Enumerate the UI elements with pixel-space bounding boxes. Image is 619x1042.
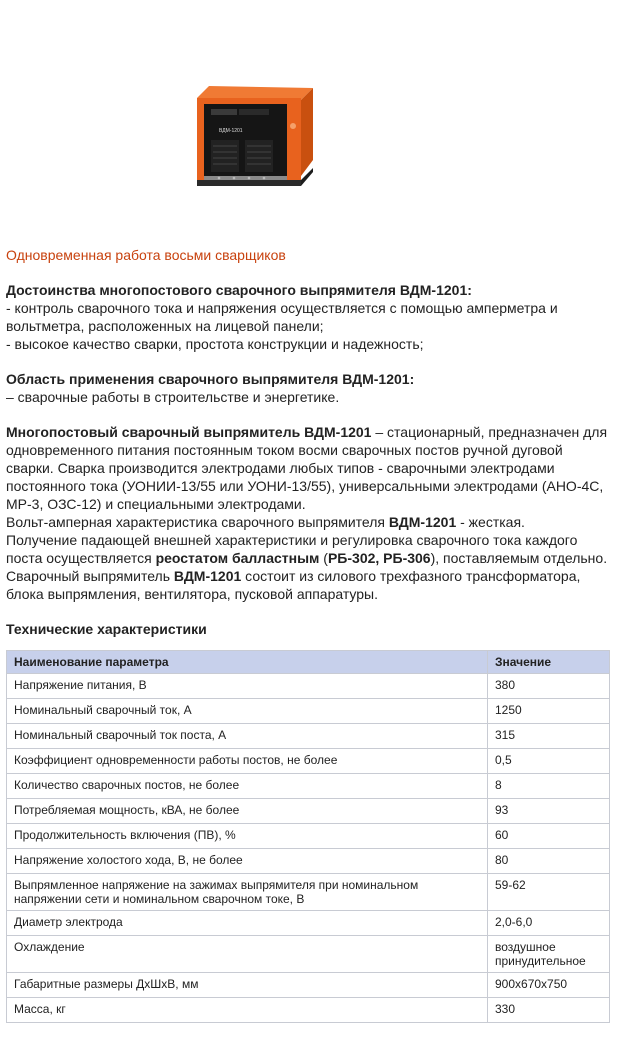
description-text: ), поставляемым отдельно. xyxy=(430,550,608,566)
value-cell: 315 xyxy=(488,724,610,749)
main-content xyxy=(6,246,612,1023)
table-header-row xyxy=(7,651,610,674)
description-text: Вольт-амперная характеристика сварочного выпрямителя xyxy=(6,514,389,530)
table-row xyxy=(7,849,610,874)
advantage-line: - высокое качество сварки, простота конструкции и надежность; xyxy=(6,336,424,352)
table-row xyxy=(7,724,610,749)
parameter-cell: Охлаждение xyxy=(7,936,488,973)
parameter-cell: Выпрямленное напряжение на зажимах выпрямителя при номинальном напряжении сети и номинальном сварочном токе, В xyxy=(7,874,488,911)
description-section xyxy=(6,423,612,603)
table-row xyxy=(7,774,610,799)
tagline: Одновременная работа восьми сварщиков xyxy=(6,247,286,263)
parameter-cell: Продолжительность включения (ПВ), % xyxy=(7,824,488,849)
description-text: - жесткая. xyxy=(456,514,525,530)
value-cell: 8 xyxy=(488,774,610,799)
table-row xyxy=(7,749,610,774)
parameter-cell: Напряжение питания, В xyxy=(7,674,488,699)
table-row xyxy=(7,799,610,824)
value-cell: 80 xyxy=(488,849,610,874)
parameter-cell: Масса, кг xyxy=(7,998,488,1023)
description-paragraph xyxy=(6,513,612,531)
parameter-cell: Диаметр электрода xyxy=(7,911,488,936)
parameter-cell: Количество сварочных постов, не более xyxy=(7,774,488,799)
value-cell: 59-62 xyxy=(488,874,610,911)
description-paragraph xyxy=(6,423,612,513)
specs-table-body xyxy=(7,674,610,1023)
table-row xyxy=(7,973,610,998)
value-cell: 93 xyxy=(488,799,610,824)
table-row xyxy=(7,874,610,911)
advantages-section xyxy=(6,281,612,353)
application-section xyxy=(6,370,612,406)
value-cell: 1250 xyxy=(488,699,610,724)
description-paragraph xyxy=(6,567,612,603)
description-paragraph xyxy=(6,531,612,567)
description-bold: ВДМ-1201 xyxy=(388,514,457,530)
value-cell: 60 xyxy=(488,824,610,849)
header-value: Значение xyxy=(488,651,610,674)
value-cell: воздушное принудительное xyxy=(488,936,610,973)
description-text: Сварочный выпрямитель xyxy=(6,568,174,584)
application-title: Область применения сварочного выпрямителя ВДМ-1201: xyxy=(6,371,415,387)
description-bold: Многопостовый сварочный выпрямитель ВДМ-1201 xyxy=(6,424,372,440)
value-cell: 900x670x750 xyxy=(488,973,610,998)
description-bold: ВДМ-1201 xyxy=(173,568,242,584)
table-row xyxy=(7,824,610,849)
value-cell: 330 xyxy=(488,998,610,1023)
advantages-title: Достоинства многопостового сварочного выпрямителя ВДМ-1201: xyxy=(6,282,472,298)
description-text: ( xyxy=(319,550,328,566)
description-bold: реостатом балластным xyxy=(155,550,320,566)
application-line: – сварочные работы в строительстве и энергетике. xyxy=(6,389,340,405)
parameter-cell: Габаритные размеры ДхШхВ, мм xyxy=(7,973,488,998)
product-image xyxy=(189,84,315,196)
table-row xyxy=(7,998,610,1023)
parameter-cell: Коэффициент одновременности работы постов, не более xyxy=(7,749,488,774)
parameter-cell: Номинальный сварочный ток, А xyxy=(7,699,488,724)
description-text: состоит из силового трехфазного трансформатора, блока выпрямления, вентилятора, пусковой аппаратуры. xyxy=(6,568,581,602)
panel-label: ВДМ-1201 xyxy=(219,128,243,134)
table-row xyxy=(7,699,610,724)
value-cell: 2,0-6,0 xyxy=(488,911,610,936)
table-row xyxy=(7,674,610,699)
description-text: Получение падающей внешней характеристики и регулировка сварочного тока каждого поста осуществляется xyxy=(6,532,578,566)
parameter-cell: Номинальный сварочный ток поста, А xyxy=(7,724,488,749)
table-row xyxy=(7,936,610,973)
description-text: – стационарный, предназначен для одновременного питания постоянным током восми сварочных постов ручной дуговой сварки. Сварка производится электродами любых типов - сварочными электродами постоянного тока (УОНИИ-13/55 или УОНИ-13/55), универсальными электродами (АНО-4С, МР-3, ОЗС-12) и специальными электродами. xyxy=(6,424,608,512)
specs-table xyxy=(6,650,610,1023)
advantage-line: - контроль сварочного тока и напряжения осуществляется с помощью амперметра и вольтметра, расположенных на лицевой панели; xyxy=(6,300,558,334)
specs-title: Технические характеристики xyxy=(6,621,207,637)
table-row xyxy=(7,911,610,936)
value-cell: 0,5 xyxy=(488,749,610,774)
description-bold: РБ-302, РБ-306 xyxy=(327,550,431,566)
parameter-cell: Потребляемая мощность, кВА, не более xyxy=(7,799,488,824)
value-cell: 380 xyxy=(488,674,610,699)
header-parameter: Наименование параметра xyxy=(7,651,488,674)
parameter-cell: Напряжение холостого хода, В, не более xyxy=(7,849,488,874)
